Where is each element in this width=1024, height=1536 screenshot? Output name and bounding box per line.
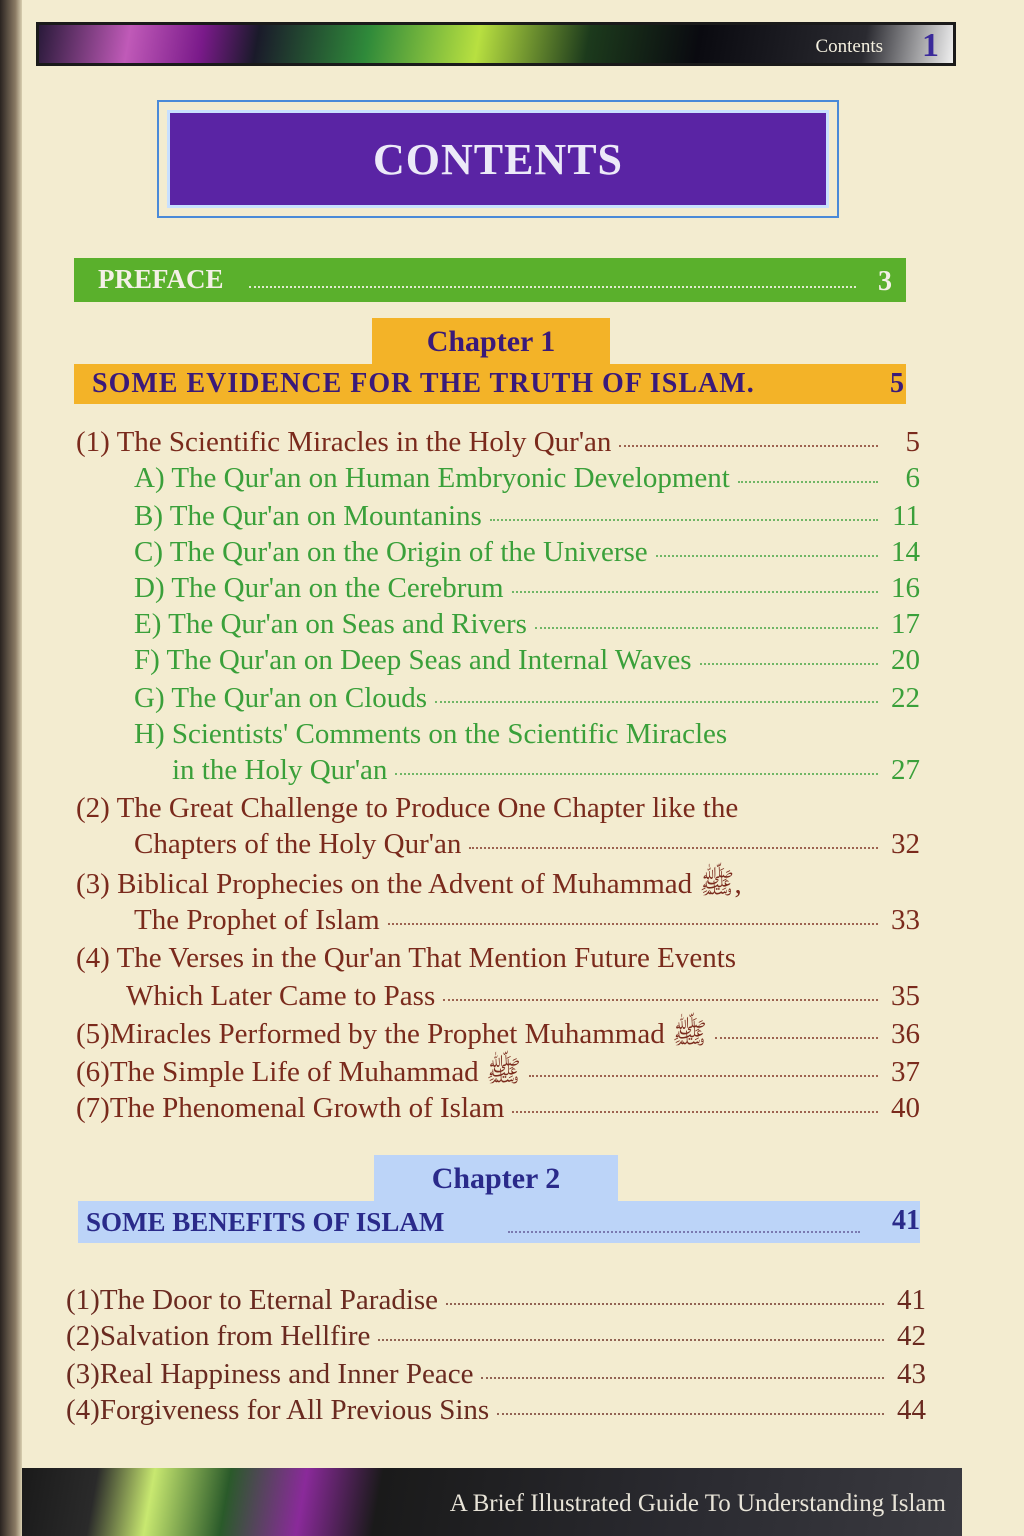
toc-entry-continuation: Which Later Came to Pass 35 [126, 980, 920, 1012]
page-title: CONTENTS [372, 134, 624, 184]
toc-entry: (4)Forgiveness for All Previous Sins 44 [66, 1394, 926, 1426]
header-page-number: 1 [922, 27, 939, 64]
chapter-2-title-bar [78, 1201, 920, 1243]
header-bar [36, 22, 956, 66]
header-label: Contents [815, 36, 883, 57]
leader-dots [508, 1231, 860, 1233]
toc-subentry: G) The Qur'an on Clouds 22 [134, 682, 920, 714]
footer-bar [22, 1468, 962, 1536]
toc-entry-line1: (4) The Verses in the Qur'an That Mention Future Events [76, 942, 737, 974]
chapter-2-tab: Chapter 2 [374, 1155, 618, 1201]
toc-subentry: A) The Qur'an on Human Embryonic Development 6 [134, 462, 920, 494]
footer-text: A Brief Illustrated Guide To Understanding Islam [449, 1490, 946, 1517]
toc-subentry: D) The Qur'an on the Cerebrum 16 [134, 572, 920, 604]
toc-entry: (1) The Scientific Miracles in the Holy Qur'an 5 [76, 426, 920, 458]
toc-entry: (2)Salvation from Hellfire 42 [66, 1320, 926, 1352]
leader-dots [249, 286, 856, 288]
preface-label: PREFACE [98, 264, 224, 294]
title-box [157, 100, 839, 218]
toc-subentry: B) The Qur'an on Mountanins 11 [134, 500, 920, 532]
toc-entry-line1: (3) Biblical Prophecies on the Advent of Muhammad ﷺ, [76, 868, 742, 900]
preface-page: 3 [878, 266, 892, 297]
toc-entry: (3)Real Happiness and Inner Peace 43 [66, 1358, 926, 1390]
toc-entry: (1)The Door to Eternal Paradise 41 [66, 1284, 926, 1316]
toc-subentry-continuation: in the Holy Qur'an 27 [172, 754, 920, 786]
toc-subentry: F) The Qur'an on Deep Seas and Internal Waves 20 [134, 644, 920, 676]
chapter-2-page: 41 [892, 1205, 920, 1236]
toc-entry-continuation: The Prophet of Islam 33 [134, 904, 920, 936]
toc-subentry: E) The Qur'an on Seas and Rivers 17 [134, 608, 920, 640]
toc-entry: (6)The Simple Life of Muhammad ﷺ 37 [76, 1056, 920, 1088]
toc-subentry-line1: H) Scientists' Comments on the Scientific Miracles [134, 718, 728, 750]
book-spine [0, 0, 22, 1536]
chapter-1-page: 5 [890, 368, 904, 399]
chapter-1-title: SOME EVIDENCE FOR THE TRUTH OF ISLAM. [92, 368, 755, 399]
toc-entry: (5)Miracles Performed by the Prophet Muhammad ﷺ 36 [76, 1018, 920, 1050]
chapter-1-title-bar [74, 364, 906, 404]
chapter-2-title: SOME BENEFITS OF ISLAM [86, 1207, 445, 1237]
toc-subentry: C) The Qur'an on the Origin of the Universe 14 [134, 536, 920, 568]
toc-entry-continuation: Chapters of the Holy Qur'an 32 [134, 828, 920, 860]
chapter-1-tab: Chapter 1 [372, 318, 610, 364]
contents-page [22, 0, 1024, 1536]
preface-entry [74, 258, 906, 302]
toc-entry: (7)The Phenomenal Growth of Islam 40 [76, 1092, 920, 1124]
toc-entry-line1: (2) The Great Challenge to Produce One Chapter like the [76, 792, 739, 824]
